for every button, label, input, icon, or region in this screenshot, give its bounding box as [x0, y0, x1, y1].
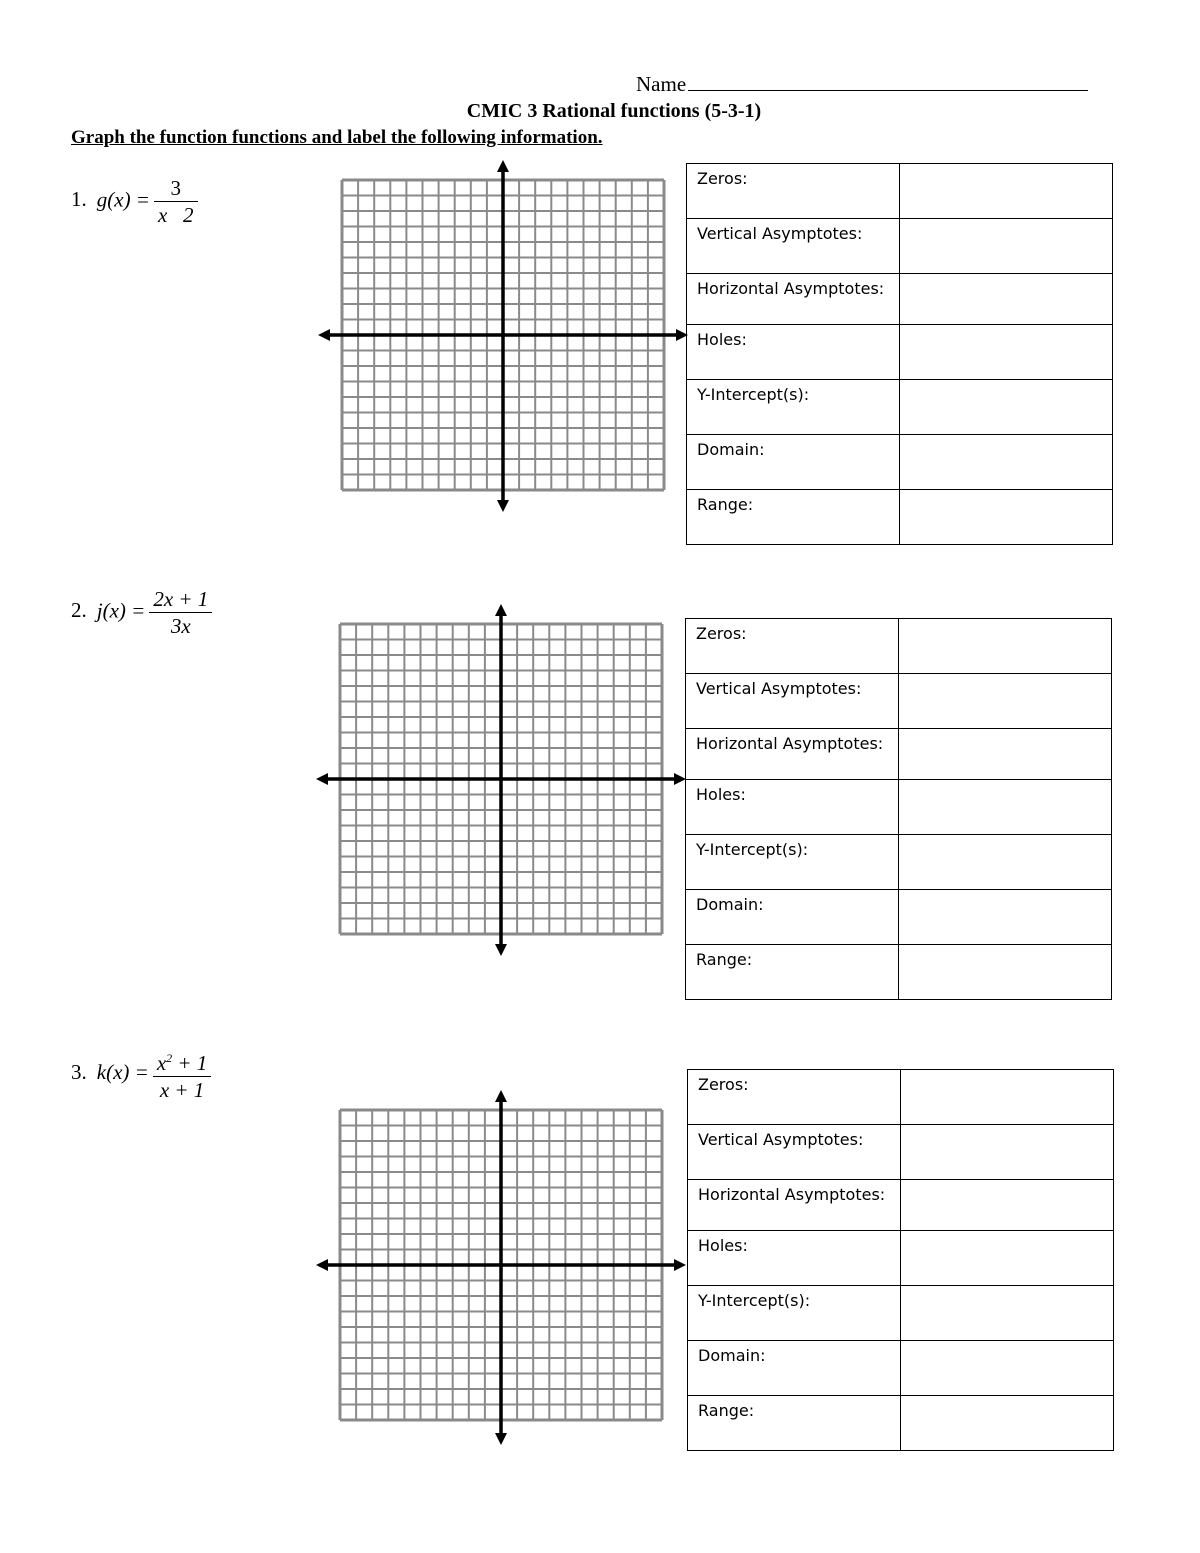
info-row-answer-cell[interactable] — [901, 1396, 1114, 1451]
y-axis-down-arrow-icon — [495, 1433, 507, 1445]
problem-3-lhs: k(x) = — [96, 1059, 149, 1084]
info-row — [687, 325, 1113, 380]
problem-2-number: 2. — [71, 598, 87, 623]
info-row — [687, 435, 1113, 490]
problem-2-numerator: 2x + 1 — [149, 586, 212, 613]
info-row — [688, 1180, 1114, 1231]
info-row — [687, 490, 1113, 545]
info-row-label: Domain: — [688, 1341, 901, 1396]
info-row-answer-cell[interactable] — [900, 274, 1113, 325]
info-row-answer-cell[interactable] — [901, 1231, 1114, 1286]
problem-3-numerator — [153, 1045, 212, 1077]
info-row — [688, 1341, 1114, 1396]
info-row-answer-cell[interactable] — [900, 435, 1113, 490]
info-row-answer-cell[interactable] — [899, 619, 1112, 674]
y-axis-up-arrow-icon — [495, 1090, 507, 1102]
instructions: Graph the function functions and label the following information. — [71, 127, 603, 148]
problem-1-info-table — [686, 163, 1113, 545]
info-row — [688, 1070, 1114, 1125]
page-title: CMIC 3 Rational functions (5-3-1) — [466, 100, 762, 122]
y-axis-down-arrow-icon — [497, 500, 509, 512]
info-row-label: Range: — [687, 490, 900, 545]
info-row-label: Domain: — [687, 435, 900, 490]
info-row-answer-cell[interactable] — [899, 835, 1112, 890]
info-row — [686, 674, 1112, 729]
info-row-answer-cell[interactable] — [901, 1070, 1114, 1125]
info-row-label: Holes: — [688, 1231, 901, 1286]
info-row-label: Y-Intercept(s): — [688, 1286, 901, 1341]
problem-1-lhs: g(x) = — [96, 187, 150, 212]
info-row-label: Vertical Asymptotes: — [686, 674, 899, 729]
info-row-answer-cell[interactable] — [901, 1286, 1114, 1341]
name-field[interactable] — [636, 72, 1088, 97]
info-row-answer-cell[interactable] — [899, 674, 1112, 729]
problem-3-coordinate-grid[interactable] — [316, 1090, 686, 1445]
info-row-answer-cell[interactable] — [899, 945, 1112, 1000]
info-row-label: Y-Intercept(s): — [686, 835, 899, 890]
info-row-label: Range: — [686, 945, 899, 1000]
y-axis-down-arrow-icon — [495, 944, 507, 956]
x-axis-right-arrow-icon — [674, 1259, 686, 1271]
problem-3-number: 3. — [71, 1059, 87, 1084]
info-row-answer-cell[interactable] — [900, 219, 1113, 274]
info-row — [687, 380, 1113, 435]
problem-1-coordinate-grid[interactable] — [318, 160, 688, 512]
info-row-answer-cell[interactable] — [900, 325, 1113, 380]
info-row-label: Holes: — [686, 780, 899, 835]
problem-3-numerator-rest: + 1 — [172, 1051, 208, 1075]
info-row-answer-cell[interactable] — [899, 890, 1112, 945]
info-row-label: Range: — [688, 1396, 901, 1451]
info-row — [686, 729, 1112, 780]
info-row-label: Vertical Asymptotes: — [687, 219, 900, 274]
problem-3-fraction — [153, 1045, 212, 1103]
info-row-answer-cell[interactable] — [900, 380, 1113, 435]
info-row-label: Vertical Asymptotes: — [688, 1125, 901, 1180]
info-row-label: Horizontal Asymptotes: — [688, 1180, 901, 1231]
info-row — [688, 1396, 1114, 1451]
problem-2-function — [71, 586, 212, 639]
problem-1-numerator: 3 — [154, 175, 198, 202]
problem-3-numerator-exponent: 2 — [166, 1051, 173, 1065]
info-row — [688, 1286, 1114, 1341]
y-axis-up-arrow-icon — [495, 604, 507, 616]
problem-3-denominator: x + 1 — [159, 1078, 205, 1102]
info-row-label: Zeros: — [688, 1070, 901, 1125]
info-row — [686, 890, 1112, 945]
info-row-label: Zeros: — [686, 619, 899, 674]
problem-3-info-table — [687, 1069, 1114, 1451]
info-row — [686, 835, 1112, 890]
problem-2-lhs: j(x) = — [96, 598, 146, 623]
x-axis-left-arrow-icon — [316, 773, 328, 785]
x-axis-left-arrow-icon — [316, 1259, 328, 1271]
problem-2-coordinate-grid[interactable] — [316, 604, 686, 956]
problem-3-function — [71, 1045, 211, 1103]
info-row — [686, 780, 1112, 835]
info-row-answer-cell[interactable] — [901, 1180, 1114, 1231]
info-row-answer-cell[interactable] — [901, 1341, 1114, 1396]
info-row — [687, 219, 1113, 274]
problem-3-numerator-base: x — [156, 1051, 167, 1075]
info-row — [688, 1231, 1114, 1286]
info-row-label: Domain: — [686, 890, 899, 945]
info-row-answer-cell[interactable] — [899, 780, 1112, 835]
info-row — [688, 1125, 1114, 1180]
problem-2-fraction — [149, 586, 212, 639]
info-row-label: Horizontal Asymptotes: — [686, 729, 899, 780]
name-blank-line[interactable] — [688, 72, 1088, 91]
problem-2-info-table — [685, 618, 1112, 1000]
info-row-label: Zeros: — [687, 164, 900, 219]
info-row — [687, 164, 1113, 219]
problem-2-denominator: 3x — [170, 614, 191, 638]
problem-1-denominator: x 2 — [157, 203, 194, 227]
info-row — [686, 619, 1112, 674]
info-row-answer-cell[interactable] — [899, 729, 1112, 780]
y-axis-up-arrow-icon — [497, 160, 509, 172]
info-row-label: Y-Intercept(s): — [687, 380, 900, 435]
info-row — [686, 945, 1112, 1000]
name-label: Name — [636, 72, 687, 96]
problem-1-fraction — [154, 175, 198, 228]
info-row-answer-cell[interactable] — [900, 164, 1113, 219]
info-row-label: Horizontal Asymptotes: — [687, 274, 900, 325]
info-row-answer-cell[interactable] — [900, 490, 1113, 545]
info-row — [687, 274, 1113, 325]
problem-1-function — [71, 175, 198, 228]
x-axis-left-arrow-icon — [318, 329, 330, 341]
problem-1-number: 1. — [71, 187, 87, 212]
info-row-answer-cell[interactable] — [901, 1125, 1114, 1180]
info-row-label: Holes: — [687, 325, 900, 380]
